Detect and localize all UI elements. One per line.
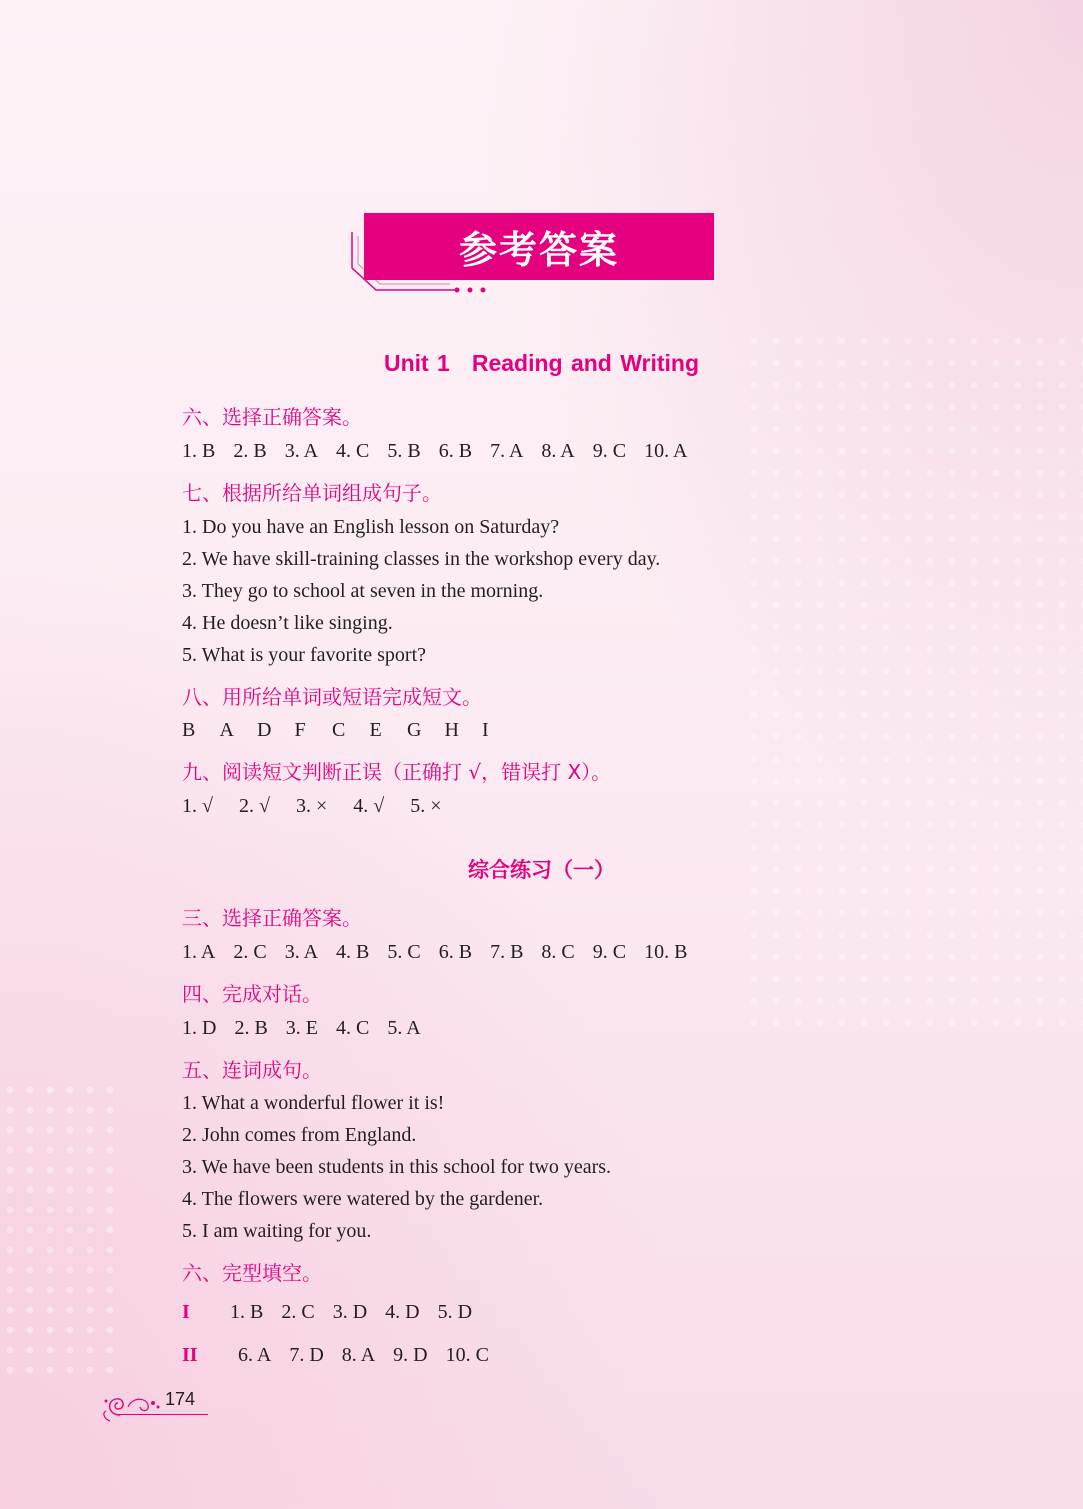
answer-item: G (407, 719, 422, 741)
section-heading-6b: 六、完型填空。 (182, 1261, 322, 1285)
swirl-ornament-icon (98, 1385, 164, 1425)
part-label: I (182, 1301, 190, 1323)
answer-item: 3. D (332, 1301, 368, 1323)
page-title: 参考答案 (364, 213, 714, 280)
sentence-answer: 1. What a wonderful flower it is! (182, 1092, 445, 1114)
section-heading-4: 四、完成对话。 (182, 982, 322, 1006)
answer-item: 7. B (490, 941, 524, 963)
section-heading-7: 七、根据所给单词组成句子。 (182, 481, 442, 505)
answer-item: 1. √ (182, 795, 213, 817)
answer-item: 6. B (438, 941, 473, 963)
answer-item: 5. A (387, 1017, 421, 1039)
answer-item: 5. D (437, 1301, 473, 1323)
section-heading-9: 九、阅读短文判断正误（正确打 √，错误打 X）。 (182, 760, 612, 784)
answer-item: 2. B (233, 440, 267, 462)
answer-item: 6. B (438, 440, 473, 462)
answer-item: 9. C (592, 440, 627, 462)
answer-row-3 (182, 941, 705, 964)
answer-item: 7. D (289, 1344, 324, 1366)
answer-item: 4. √ (353, 795, 385, 817)
section-heading-5: 五、连词成句。 (182, 1058, 322, 1082)
answer-item: 1. D (182, 1017, 217, 1039)
answer-item: 2. √ (238, 795, 270, 817)
sentence-answer: 3. They go to school at seven in the morning. (182, 580, 544, 602)
answer-item: 2. B (234, 1017, 268, 1039)
practice-heading: 综合练习（一） (468, 858, 615, 882)
cloze-part-2 (182, 1344, 507, 1367)
sentence-answer: 4. The flowers were watered by the gardener. (182, 1188, 544, 1210)
background-dot-pattern-left (0, 1080, 120, 1380)
answer-item: 8. A (341, 1344, 376, 1366)
unit-label: Unit 1 (383, 350, 450, 376)
answer-item: 3. A (284, 440, 319, 462)
sentence-answer: 1. Do you have an English lesson on Saturday? (182, 516, 560, 538)
answer-item: 10. C (445, 1344, 489, 1366)
answer-item: 1. B (182, 440, 216, 462)
answer-item: 10. B (644, 941, 688, 963)
answer-item: 7. A (490, 440, 524, 462)
answer-item: 5. B (387, 440, 421, 462)
section-heading-3: 三、选择正确答案。 (182, 906, 362, 930)
answer-item: 1. B (230, 1301, 264, 1323)
cloze-part-1 (182, 1301, 490, 1324)
answer-item: 8. C (541, 941, 575, 963)
answer-item: 1. A (182, 941, 216, 963)
answer-item: 4. D (385, 1301, 420, 1323)
answer-item: 4. C (336, 440, 370, 462)
true-false-answer-row (182, 795, 468, 818)
answer-row-4 (182, 1017, 439, 1040)
page-number-underline (118, 1414, 208, 1415)
answer-item: D (257, 719, 272, 741)
answer-item: 2. C (233, 941, 267, 963)
answer-item: A (219, 719, 234, 741)
answer-item: 8. A (541, 440, 575, 462)
answer-item: 3. E (285, 1017, 319, 1039)
answer-item: I (482, 719, 489, 741)
answer-item: 5. C (387, 941, 421, 963)
answer-item: 3. A (284, 941, 319, 963)
part-label: II (182, 1344, 198, 1366)
answer-item: 4. B (336, 941, 370, 963)
sentence-answer: 5. I am waiting for you. (182, 1220, 372, 1242)
answer-item: E (369, 719, 382, 741)
answer-item: 10. A (644, 440, 688, 462)
answer-item: 2. C (281, 1301, 315, 1323)
unit-name: Reading and Writing (471, 350, 700, 376)
page-number: 174 (165, 1389, 196, 1409)
section-heading-6: 六、选择正确答案。 (182, 405, 362, 429)
sentence-answer: 4. He doesn’t like singing. (182, 612, 393, 634)
unit-heading (0, 350, 1083, 377)
sentence-answer: 5. What is your favorite sport? (182, 644, 427, 666)
answer-item: 6. A (238, 1344, 272, 1366)
section-heading-8: 八、用所给单词或短语完成短文。 (182, 685, 482, 709)
answer-item: C (332, 719, 346, 741)
letter-answer-row (182, 719, 520, 742)
answer-item: 5. × (410, 795, 442, 817)
answer-row-6 (182, 440, 705, 463)
answer-item: 4. C (336, 1017, 370, 1039)
sentence-answer: 3. We have been students in this school for two years. (182, 1156, 612, 1178)
background-dot-pattern (743, 330, 1083, 1030)
answer-item: 3. × (295, 795, 328, 817)
answer-item: 9. C (592, 941, 627, 963)
answer-item: B (182, 719, 196, 741)
answer-item: F (294, 719, 306, 741)
answer-item: 9. D (393, 1344, 428, 1366)
sentence-answer: 2. John comes from England. (182, 1124, 417, 1146)
sentence-answer: 2. We have skill-training classes in the workshop every day. (182, 548, 661, 570)
answer-item: H (444, 719, 459, 741)
